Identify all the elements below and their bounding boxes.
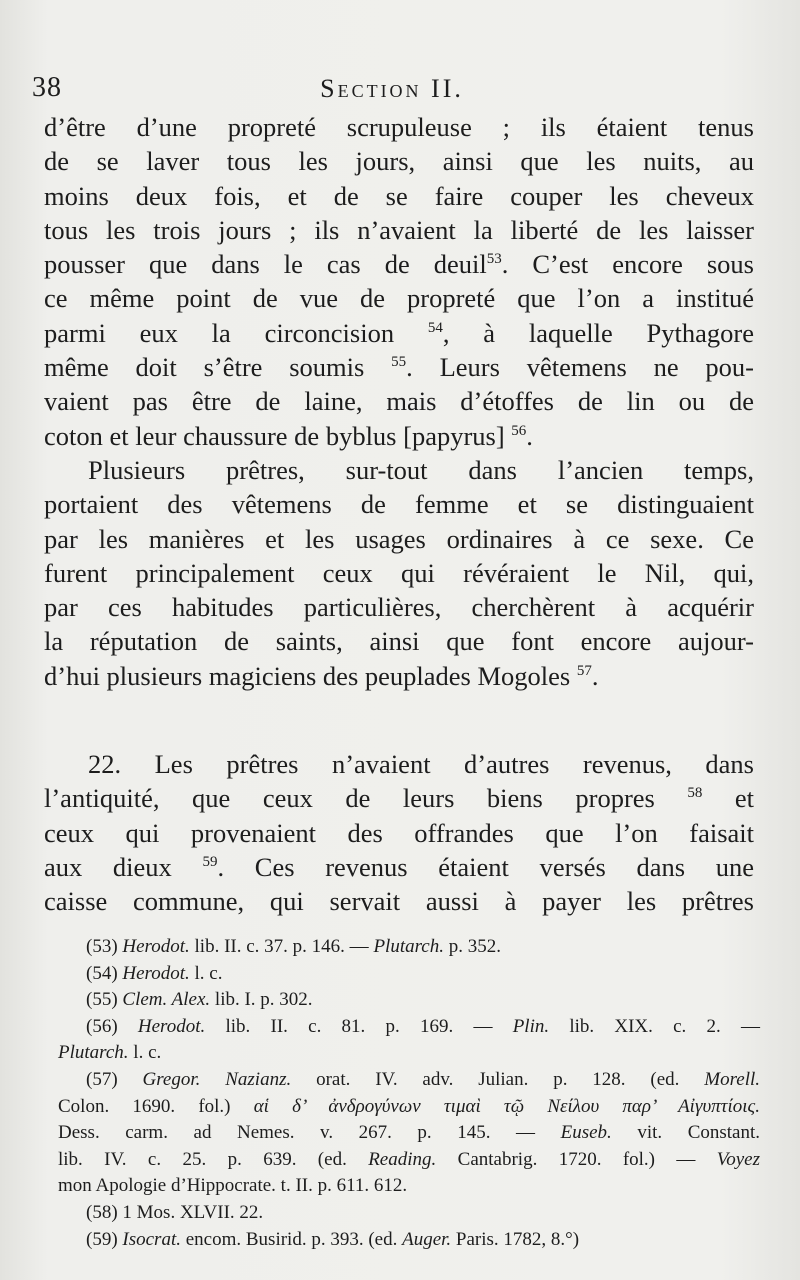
running-title: Section II. [320,74,464,103]
text-line: vaient pas être de laine, mais d’étoffes de lin ou de [44,386,754,417]
note-ref: 59 [202,853,218,870]
text-line: aux dieux $^{59}$. Ces revenus étaient versés dans une [44,851,754,882]
page-number: 38 [32,72,62,103]
text-line: d’hui plusieurs magiciens des peuplades Mogoles $^{57}$. [44,660,599,691]
section-gap [44,693,754,747]
text-line: tous les trois jours ; ils n’avaient la liberté de les laisser [44,214,754,245]
footnote-57-cont: lib. IV. c. 25. p. 639. (ed. Reading. Cantabrig. 1720. fol.) — Voyez [58,1148,761,1170]
note-ref: 57 [576,662,592,679]
text-line: furent principalement ceux qui révéraient le Nil, qui, [44,557,754,588]
footnote-58: (58) 1 Mos. XLVII. 22. [86,1201,264,1223]
text-line: moins deux fois, et de se faire couper les cheveux [44,180,754,211]
note-ref: 53 [486,251,502,268]
footnote-59: (59) Isocrat. encom. Busirid. p. 393. (ed. Auger. Paris. 1782, 8.°) [86,1228,580,1250]
footnotes [58,934,760,1253]
text-line: pousser que dans le cas de deuil$^{53}$. C’est encore sous [44,249,754,280]
footnote-56-cont: Plutarch. l. c. [58,1042,162,1064]
text-line: de se laver tous les jours, ainsi que les nuits, au [44,146,754,177]
body-text [44,110,754,919]
note-ref: 56 [511,422,527,439]
footnote-55: (55) Clem. Alex. lib. I. p. 302. [86,989,313,1011]
text-line: portaient des vêtemens de femme et se distinguaient [44,489,754,520]
text-line: par ces habitudes particulières, cherchèrent à acquérir [44,592,754,623]
footnote-57-cont: Dess. carm. ad Nemes. v. 267. p. 145. — Euseb. vit. Constant. [58,1122,760,1144]
text-line: parmi eux la circoncision $^{54}$, à laquelle Pythagore [44,317,754,348]
paragraph-start: Plusieurs prêtres, sur-tout dans l’ancien temps, [88,454,754,485]
note-ref: 55 [391,354,407,371]
text-line: caisse commune, qui servait aussi à payer les prêtres [44,886,754,917]
footnote-53: (53) Herodot. lib. II. c. 37. p. 146. — Plutarch. p. 352. [86,936,501,957]
section-22-start: 22. Les prêtres n’avaient d’autres revenus, dans [88,749,754,780]
footnote-57-cont: Colon. 1690. fol.) αἱ δ’ ἀνδρογύνων τιμαὶ τῷ Νείλου παρ’ Αἰγυπτίοις. [58,1095,760,1117]
text-line: d’être d’une propreté scrupuleuse ; ils étaient tenus [44,112,754,142]
page-header [32,72,752,106]
footnote-57-cont: mon Apologie d’Hippocrate. t. II. p. 611. 612. [58,1175,408,1197]
text-line: l’antiquité, que ceux de leurs biens propres $^{58}$ et [44,783,754,814]
footnote-57: (57) Gregor. Nazianz. orat. IV. adv. Julian. p. 128. (ed. Morell. [86,1068,761,1090]
text-line: ce même point de vue de propreté que l’on a institué [44,283,754,314]
footnote-56: (56) Herodot. lib. II. c. 81. p. 169. — Plin. lib. XIX. c. 2. — [86,1015,761,1037]
note-ref: 54 [427,319,443,336]
text-line: la réputation de saints, ainsi que font encore aujour- [44,626,754,657]
text-line: ceux qui provenaient des offrandes que l’on faisait [44,817,754,848]
text-line: coton et leur chaussure de byblus [papyrus] $^{56}$. [44,420,533,451]
text-line: par les manières et les usages ordinaires à ce sexe. Ce [44,523,754,554]
note-ref: 58 [687,785,703,802]
text-line: même doit s’être soumis $^{55}$. Leurs vêtemens ne pou- [44,352,754,383]
footnote-54: (54) Herodot. l. c. [86,962,223,984]
